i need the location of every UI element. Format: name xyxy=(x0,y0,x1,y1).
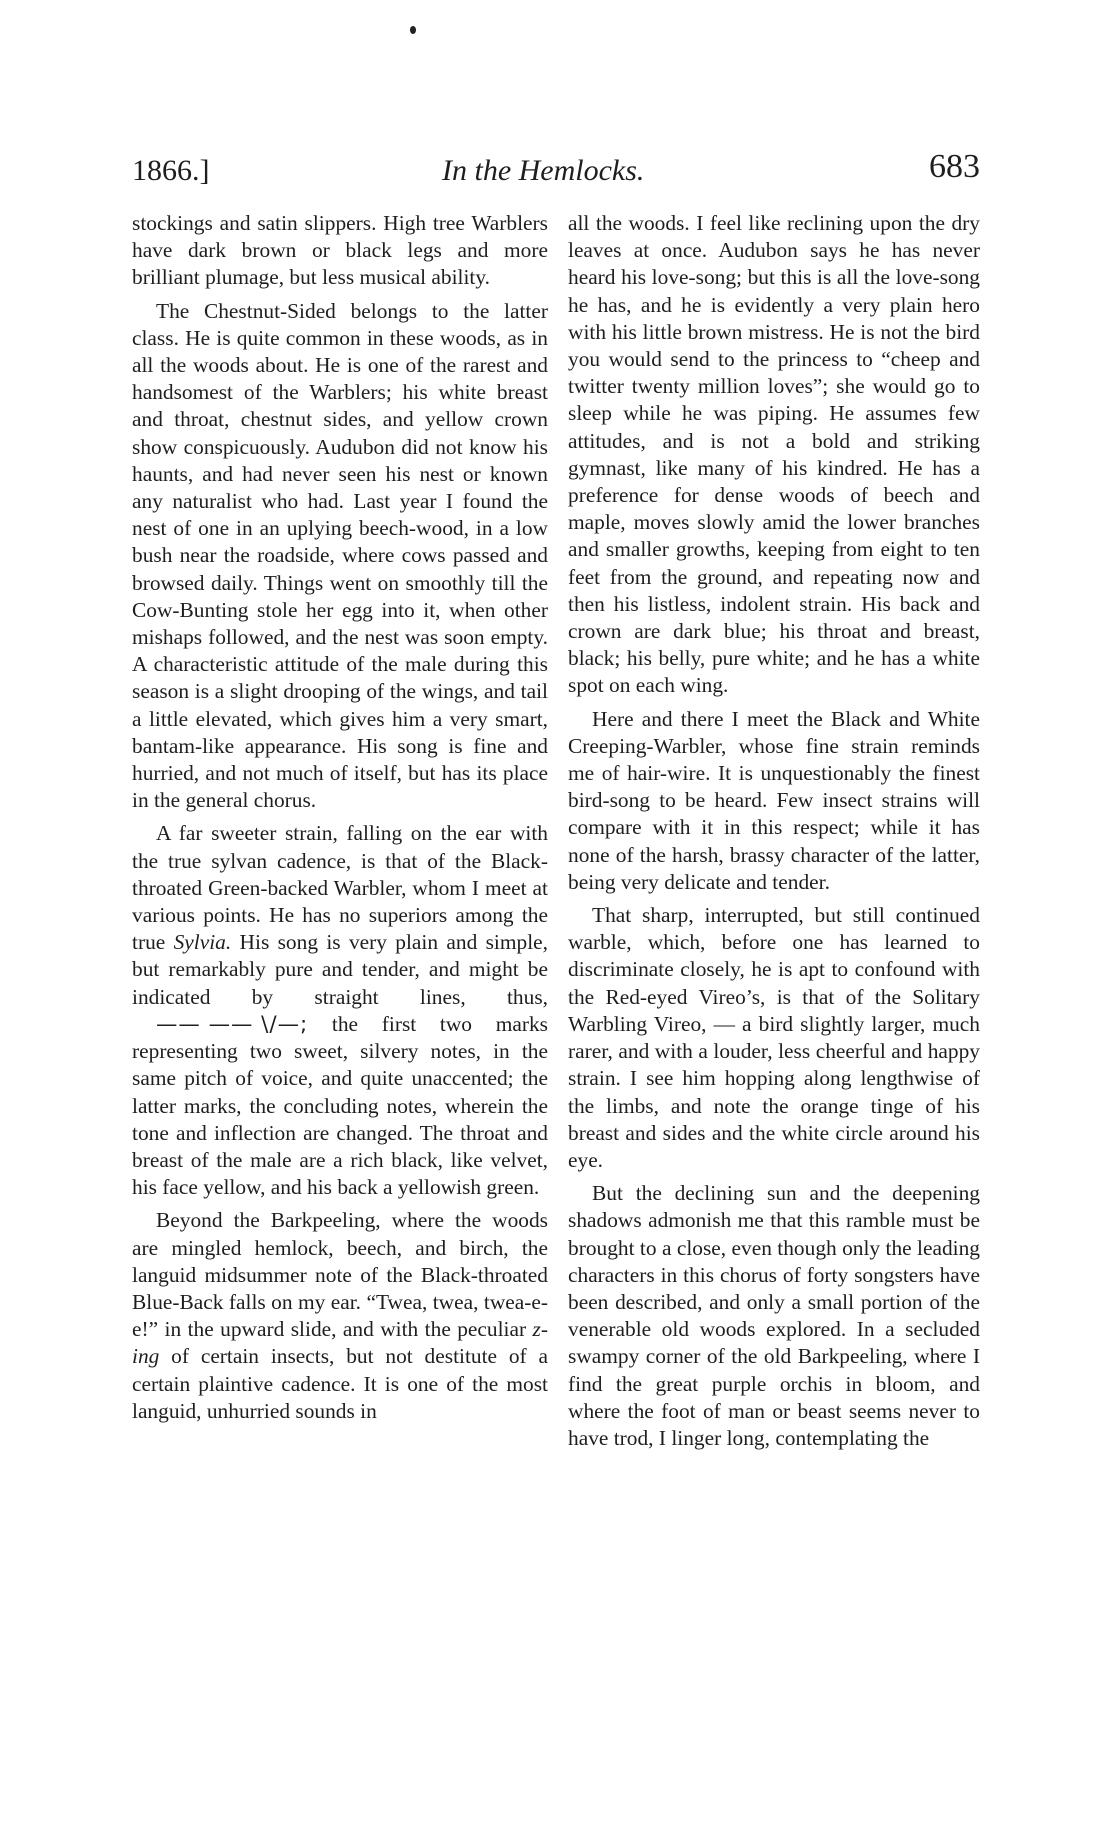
paragraph: That sharp, interrupted, but still continued warble, which, before one has learned to discriminate closely, he is apt to confound with the Red-eyed Vireo’s, is that of the Solitary Warbling Vireo, — a bird slightly larger, much rarer, and with a louder, less cheerful and happy strain. I see him hopping along lengthwise of the limbs, and note the orange tinge of his breast and sides and the white circle around his eye. xyxy=(568,903,980,1172)
ink-speck xyxy=(410,26,416,34)
text-run: of certain insects, but not destitute of a certain plaintive cadence. It is one of the most languid, unhurried sounds in xyxy=(132,1344,548,1423)
text-run: the first two marks representing two sweet, silvery notes, in the same pitch of voice, and quite unaccented; the latter marks, the concluding notes, wherein the tone and inflection are changed. The throat and breast of the male are a rich black, like velvet, his face yellow, and his back a yellowish green. xyxy=(132,1011,548,1200)
article-title: In the Hemlocks. xyxy=(442,154,645,187)
text-run: His song is very plain and simple, but remarkably pure and tender, and might be indicated by straight lines, thus, xyxy=(132,930,548,1009)
paragraph xyxy=(132,820,548,1201)
paragraph xyxy=(132,1207,548,1425)
page-number: 683 xyxy=(929,148,980,185)
text-run: Beyond the Barkpeeling, where the woods are mingled hemlock, beech, and birch, the languid midsummer note of the Black-throated Blue-Back falls on my ear. “Twea, twea, twea-e-e!” in the upward slide, and with the peculiar xyxy=(132,1208,548,1342)
italic-term: z-ing xyxy=(132,1317,548,1369)
paragraph: The Chestnut-Sided belongs to the latter class. He is quite common in these woods, as in all the woods about. He is one of the rarest and handsomest of the Warblers; his white breast and throat, chestnut sides, and yellow crown show conspicuously. Audubon did not know his haunts, and had never seen his nest or known any naturalist who had. Last year I found the nest of one in an uplying beech-wood, in a low bush near the roadside, where cows passed and browsed daily. Things went on smoothly till the Cow-Bunting stole her egg into it, when other mishaps followed, and the nest was soon empty. A characteristic attitude of the male during this season is a slight drooping of the wings, and tail a little elevated, which gives him a very smart, bantam-like appearance. His song is fine and hurried, and not much of itself, but has its place in the general chorus. xyxy=(132,298,548,813)
issue-date: 1866.] xyxy=(132,154,210,187)
paragraph: all the woods. I feel like reclining upon the dry leaves at once. Audubon says he has never heard his love-song; but this is all the love-song he has, and he is evidently a very plain hero with his little brown mistress. He is not the bird you would send to the princess to “cheep and twitter twenty million loves”; she would go to sleep while he was piping. He assumes few attitudes, and is not a bold and striking gymnast, like many of his kindred. He has a preference for dense woods of beech and maple, moves slowly amid the lower branches and smaller growths, keeping from eight to ten feet from the ground, and repeating now and then his listless, indolent strain. His back and crown are dark blue; his throat and breast, black; his belly, pure white; and he has a white spot on each wing. xyxy=(568,211,980,698)
right-column xyxy=(568,210,980,1452)
paragraph: Here and there I meet the Black and White Creeping-Warbler, whose fine strain reminds me of hair-wire. It is unquestionably the finest bird-song to be heard. Few insect strains will compare with it in this respect; while it has none of the harsh, brassy character of the latter, being very delicate and tender. xyxy=(568,706,980,894)
paragraph: But the declining sun and the deepening shadows admonish me that this ramble must be brought to a close, even though only the leading characters in this chorus of forty songsters have been described, and only a small portion of the venerable old woods explored. In a secluded swampy corner of the old Barkpeeling, where I find the great purple orchis in bloom, and where the foot of man or beast seems never to have trod, I linger long, contemplating the xyxy=(568,1181,980,1450)
text-run: A far sweeter strain, falling on the ear with the true sylvan cadence, is that of the Black-throated Green-backed Warbler, whom I meet at various points. He has no superiors among the true xyxy=(132,821,548,955)
italic-term: Sylvia. xyxy=(173,930,232,955)
running-header xyxy=(132,148,980,196)
left-column xyxy=(132,210,548,1425)
paragraph: stockings and satin slippers. High tree Warblers have dark brown or black legs and more brilliant plumage, but less musical ability. xyxy=(132,211,548,290)
notation-marks: —— —— \/—; xyxy=(156,1011,309,1037)
